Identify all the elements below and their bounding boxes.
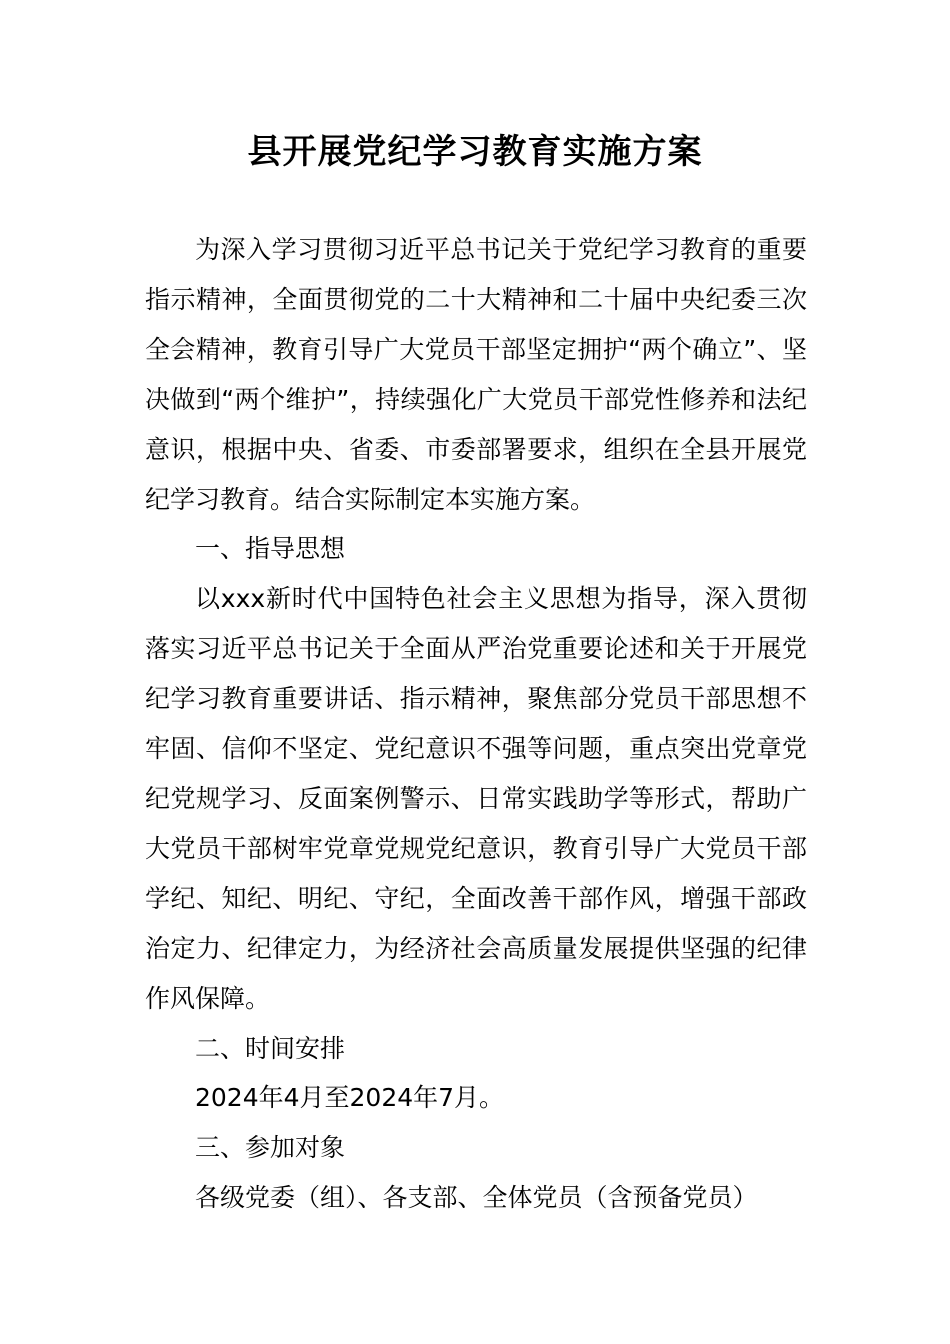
section-heading-guiding-thought: 一、指导思想: [195, 534, 346, 564]
document-body: [145, 225, 807, 1223]
schedule-paragraph: 2024年4月至2024年7月。: [195, 1083, 505, 1113]
participants-paragraph: 各级党委（组）、各支部、全体党员（含预备党员）: [195, 1183, 758, 1213]
guiding-thought-paragraph: 以xxx新时代中国特色社会主义思想为指导，深入贯彻落实习近平总书记关于全面从严治党重要论述和关于开展党纪学习教育重要讲话、指示精神，聚焦部分党员干部思想不牢固、信仰不坚定、党纪意识不强等问题，重点突出党章党纪党规学习、反面案例警示、日常实践助学等形式，帮助广大党员干部树牢党章党规党纪意识，教育引导广大党员干部学纪、知纪、明纪、守纪，全面改善干部作风，增强干部政治定力、纪律定力，为经济社会高质量发展提供坚强的纪律作风保障。: [145, 584, 807, 1013]
document-title: 县开展党纪学习教育实施方案: [247, 132, 703, 172]
intro-paragraph: 为深入学习贯彻习近平总书记关于党纪学习教育的重要指示精神，全面贯彻党的二十大精神和二十届中央纪委三次全会精神，教育引导广大党员干部坚定拥护“两个确立”、坚决做到“两个维护”，持续强化广大党员干部党性修养和法纪意识，根据中央、省委、市委部署要求，组织在全县开展党纪学习教育。结合实际制定本实施方案。: [145, 235, 807, 514]
section-heading-participants: 三、参加对象: [195, 1133, 346, 1163]
section-heading-schedule: 二、时间安排: [195, 1033, 346, 1063]
